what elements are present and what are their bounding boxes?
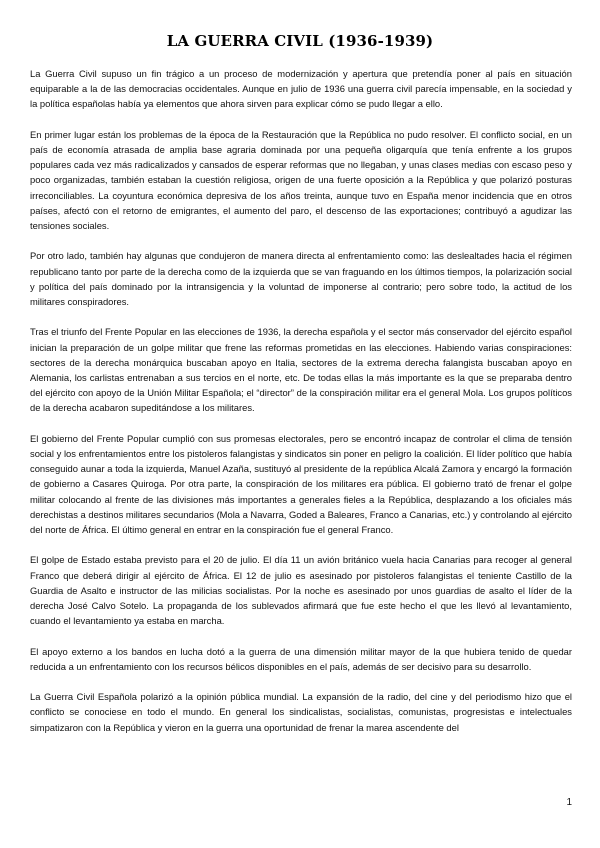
- paragraph: El gobierno del Frente Popular cumplió con sus promesas electorales, pero se encontró incapaz de controlar el clima de tensión social y los enfrentamientos entre los pistoleros falangistas y sindicatos sin poner en peligro la coalición. El líder político que había conseguido aunar a toda la izquierda, Manuel Azaña, sustituyó al presidente de la república Alcalá Zamora y encargó la formación de gobierno a Casares Quiroga. Por otra parte, la conspiración de los militares era pública. El gobierno trató de frenar el golpe militar colocando al frente de las divisiones más importantes a generales fieles a la República, desplazando a los oficiales más derechistas a destinos militares secundarios (Mola a Navarra, Goded a Baleares, Franco a Canarias, etc.) y controlando al ejército del norte de África. El último general en entrar en la conspiración fue el general Franco.: [30, 432, 572, 536]
- paragraph: La Guerra Civil Española polarizó a la opinión pública mundial. La expansión de la radio, del cine y del periodismo hizo que el conflicto se conociese en todo el mundo. En general los sindicalistas, socialistas, comunistas, progresistas e intelectuales simpatizaron con la República y vieron en la guerra una oportunidad de frenar la marea ascendente del: [30, 691, 572, 733]
- page-number: 1: [566, 797, 572, 808]
- document-body: [30, 66, 572, 750]
- paragraph: El golpe de Estado estaba previsto para el 20 de julio. El día 11 un avión británico vuela hacia Canarias para recoger al general Franco que deberá dirigir al ejército de África. El 12 de julio es asesinado por pistoleros falangistas el teniente Castillo de la Guardia de Asalto e instructor de las milicias socialistas. Por la noche es asesinado por unos guardias de asalto el líder de la derecha José Calvo Sotelo. La propaganda de los sublevados afirmará que fue este hecho el que les llevó al levantamiento, cuando el levantamiento ya estaba en marcha.: [30, 554, 572, 627]
- paragraph: Por otro lado, también hay algunas que condujeron de manera directa al enfrentamiento como: las deslealtades hacia el régimen republicano tanto por parte de la derecha como de la izquierda que se van fraguando en los últimos tiempos, la polarización social y política del país dominado por la intransigencia y la voluntad de imponerse al contrario; pero sobre todo, la actitud de los militares conspiradores.: [30, 250, 572, 308]
- paragraph: El apoyo externo a los bandos en lucha dotó a la guerra de una dimensión militar mayor de la que hubiera tenido de quedar reducida a un enfrentamiento con los recursos bélicos disponibles en el país, además de ser decisivo para su desarrollo.: [30, 645, 572, 672]
- paragraph: Tras el triunfo del Frente Popular en las elecciones de 1936, la derecha española y el sector más conservador del ejército español inician la preparación de un golpe militar que frene las reformas prometidas en las elecciones. Habiendo varias conspiraciones: sectores de la derecha monárquica buscaban apoyo en Italia, sectores de la extrema derecha falangista buscaban apoyo en Alemania, los carlistas entrenaban a sus tercios en el norte, etc. De todas ellas la más importante es la que se preparaba dentro del ejército con apoyo de la Unión Militar Española; el “director” de la conspiración militar era el general Mola. Los grupos políticos de la derecha acabaron supeditándose a los militares.: [30, 326, 572, 414]
- paragraph: En primer lugar están los problemas de la época de la Restauración que la República no pudo resolver. El conflicto social, en un país de economía atrasada de amplia base agraria dominada por una pequeña oligarquía que tenía enfrente a los grupos populares cada vez más radicalizados y cansados de esperar reformas que no llegaban, y unas clases medias con escaso peso y poco organizadas, también estaban la cuestión religiosa, origen de una fuerte oposición a la República y que polarizó posturas irreconciliables. La coyuntura económica depresiva de los años treinta, aunque tuvo en España menor incidencia que en otros países, afectó con el retorno de emigrantes, el aumento del paro, el descenso de las exportaciones; contribuyó a agudizar las tensiones sociales.: [30, 128, 572, 232]
- document-title: LA GUERRA CIVIL (1936-1939): [166, 32, 434, 50]
- paragraph: La Guerra Civil supuso un fin trágico a un proceso de modernización y apertura que pretendía poner al país en situación equiparable a la de las democracias occidentales. Aunque en julio de 1936 una guerra civil parecía impensable, en la sociedad y la política españolas había ya elementos que ahora sirven para explicar cómo se pudo llegar a ello.: [30, 68, 572, 110]
